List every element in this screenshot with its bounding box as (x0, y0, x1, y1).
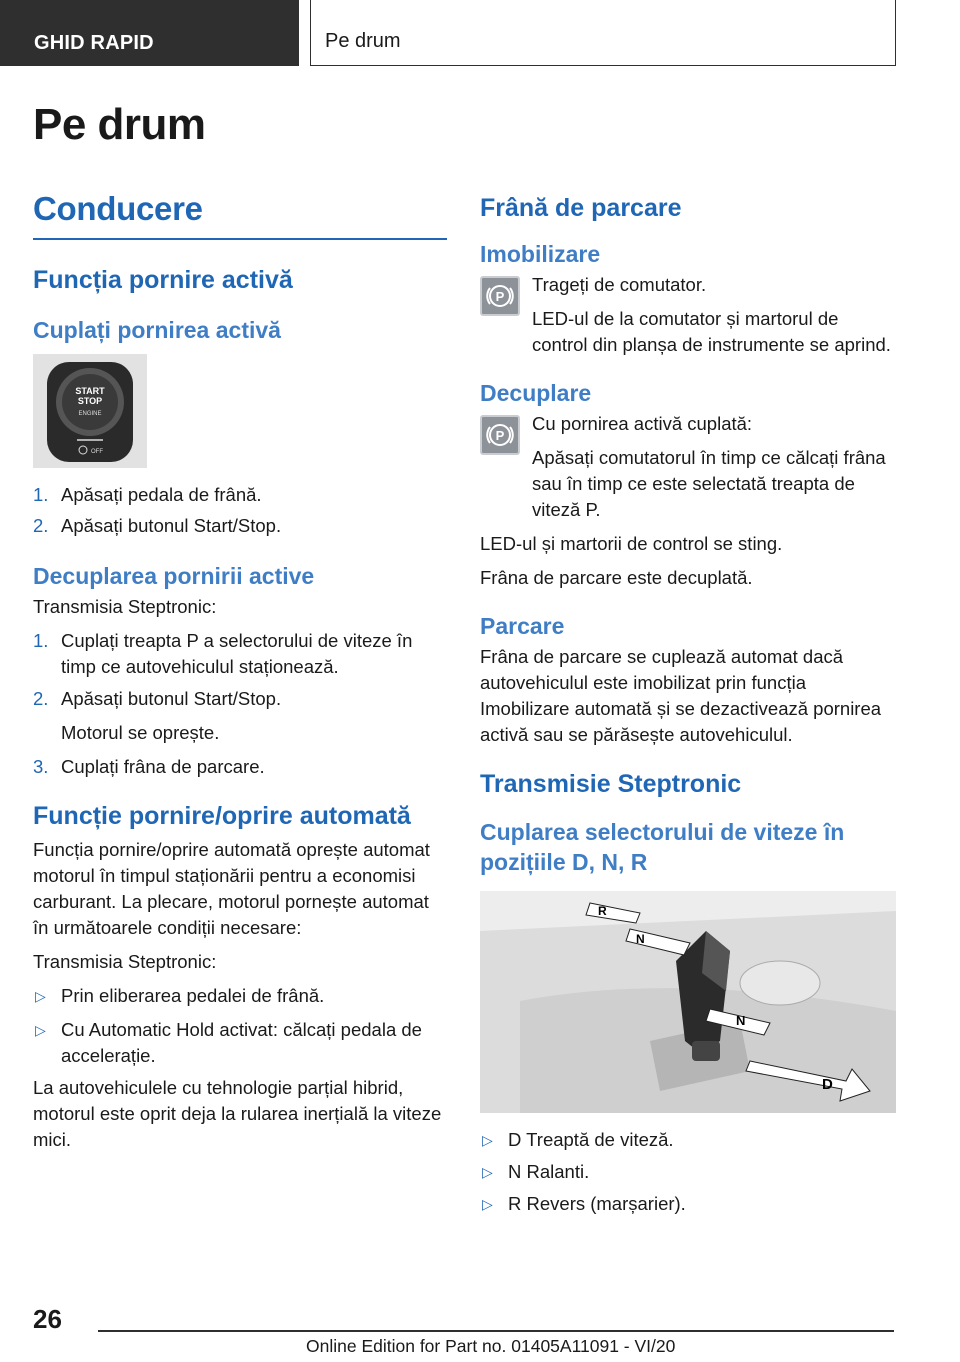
release-p1: LED-ul și martorii de control se sting. (480, 533, 783, 554)
start-stop-button-illustration (33, 354, 147, 468)
heading-parking: Parcare (480, 613, 565, 639)
step-text: Cuplați treapta P a selectorului de viteze în timp ce autovehiculul staționează. (61, 629, 413, 677)
step-text: Apăsați butonul Start/Stop. (61, 687, 282, 709)
footer-edition: Online Edition for Part no. 01405A11091 - VI/20 (306, 1336, 676, 1356)
arrow-n-label-1: N (636, 932, 645, 946)
disengage-steps (33, 628, 447, 712)
step-number: 1. (33, 483, 49, 505)
immobilize-line2-a (480, 306, 896, 358)
autostop-bullets (33, 983, 447, 1069)
bullet-text: Cu Automatic Hold activat: călcați pedala de accelerație. (61, 1018, 422, 1066)
svg-text:P: P (495, 428, 505, 443)
triangle-icon: ▷ (482, 1164, 493, 1180)
left-column (33, 190, 447, 1153)
heading-engage: Cuplați pornirea activă (33, 316, 281, 343)
arrow-d-label: D (822, 1076, 833, 1093)
engine-label: ENGINE (78, 410, 102, 417)
bullet-text: R Revers (marșarier). (508, 1193, 686, 1214)
heading-disengage: Decuplarea pornirii active (33, 562, 315, 589)
disengage-intro: Transmisia Steptronic: (33, 595, 217, 617)
heading-steptronic: Transmisie Steptronic (480, 770, 742, 798)
arrow-r-label: R (598, 904, 607, 918)
heading-immobilize: Imobilizare (480, 241, 601, 267)
step-text: Cuplați frâna de parcare. (61, 755, 265, 777)
step-number: 1. (33, 629, 49, 651)
step-number: 3. (33, 755, 49, 777)
gear-selector-image (480, 891, 896, 1113)
list-item (33, 628, 447, 680)
heading-active-start: Funcția pornire activă (33, 265, 293, 294)
arrow-n-label-2: N (736, 1013, 746, 1028)
section-tab[interactable]: GHID RAPID (0, 0, 299, 66)
step-number: 2. (33, 687, 49, 709)
right-column (480, 190, 896, 1217)
bullet-text: D Treaptă de viteză. (508, 1129, 674, 1150)
list-item (480, 1191, 896, 1217)
triangle-icon: ▷ (482, 1132, 493, 1148)
release-p2: Frâna de parcare este decuplată. (480, 567, 753, 588)
triangle-icon: ▷ (35, 1021, 46, 1038)
heading-rule (33, 238, 447, 240)
start-label: START (75, 385, 105, 396)
step-text: Apăsați pedala de frână. (61, 483, 262, 505)
off-label: OFF (91, 448, 103, 455)
triangle-icon: ▷ (35, 987, 46, 1004)
immobilize-block (480, 272, 896, 358)
list-item (33, 983, 447, 1009)
list-item (33, 482, 447, 508)
list-item (33, 513, 447, 539)
gear-bullets (480, 1127, 896, 1217)
svg-text:P: P (495, 289, 505, 304)
heading-autostop: Funcție pornire/oprire automată (33, 801, 411, 830)
heading-parking-brake: Frână de parcare (480, 194, 682, 222)
release-block (480, 411, 896, 523)
heading-conducere: Conducere (33, 190, 203, 227)
parking-paragraph: Frâna de parcare se cuplează automat dacă autovehiculul este imobilizat prin funcția Imobilizare automată și se dezactivează pornirea activă sau se părăsește autovehiculul. (480, 646, 882, 745)
list-item (33, 754, 447, 780)
page-title: Pe drum (33, 100, 206, 149)
autostop-paragraph: Funcția pornire/oprire automată oprește automat motorul în timpul staționării pentru a economisi carburant. La plecare, motorul pornește automat în următoarele condiții necesare: (33, 838, 430, 938)
bullet-text: Prin eliberarea pedalei de frână. (61, 984, 325, 1006)
release-line2: Apăsați comutatorul în timp ce călcați frâna sau în timp ce este selectată treapta de viteză P. (532, 447, 886, 520)
disengage-steps-cont (33, 754, 447, 780)
parking-brake-icon (480, 415, 520, 455)
heading-release: Decuplare (480, 380, 592, 406)
list-item (480, 1159, 896, 1185)
step-note: Motorul se oprește. (61, 721, 220, 743)
chapter-tab[interactable]: Pe drum (310, 0, 896, 66)
page-number: 26 (33, 1304, 62, 1334)
list-item (33, 686, 447, 712)
gear-selector-illustration (480, 891, 896, 1113)
start-stop-button-image (33, 354, 147, 468)
hybrid-paragraph: La autovehiculele cu tehnologie parțial hibrid, motorul este oprit deja la rularea inerțială la viteze mici. (33, 1076, 442, 1150)
engage-steps (33, 482, 447, 539)
step-number: 2. (33, 514, 49, 536)
autostop-transmission: Transmisia Steptronic: (33, 950, 217, 972)
step-text: Apăsați butonul Start/Stop. (61, 514, 282, 536)
immobilize-line1: Trageți de comutator. (532, 274, 707, 295)
triangle-icon: ▷ (482, 1196, 493, 1212)
release-line1: Cu pornirea activă cuplată: (532, 413, 753, 434)
release-line2-a (480, 445, 896, 523)
immobilize-line2: LED-ul de la comutator și martorul de control din planșa de instrumente se aprind. (532, 308, 891, 355)
bullet-text: N Ralanti. (508, 1161, 590, 1182)
list-item (480, 1127, 896, 1153)
page-header (0, 0, 960, 66)
footer-rule (98, 1330, 894, 1332)
stop-label: STOP (77, 395, 103, 406)
heading-selector: Cuplarea selectorului de viteze în pozițiile D, N, R (480, 819, 845, 875)
list-item (33, 1017, 447, 1069)
parking-brake-icon (480, 276, 520, 316)
